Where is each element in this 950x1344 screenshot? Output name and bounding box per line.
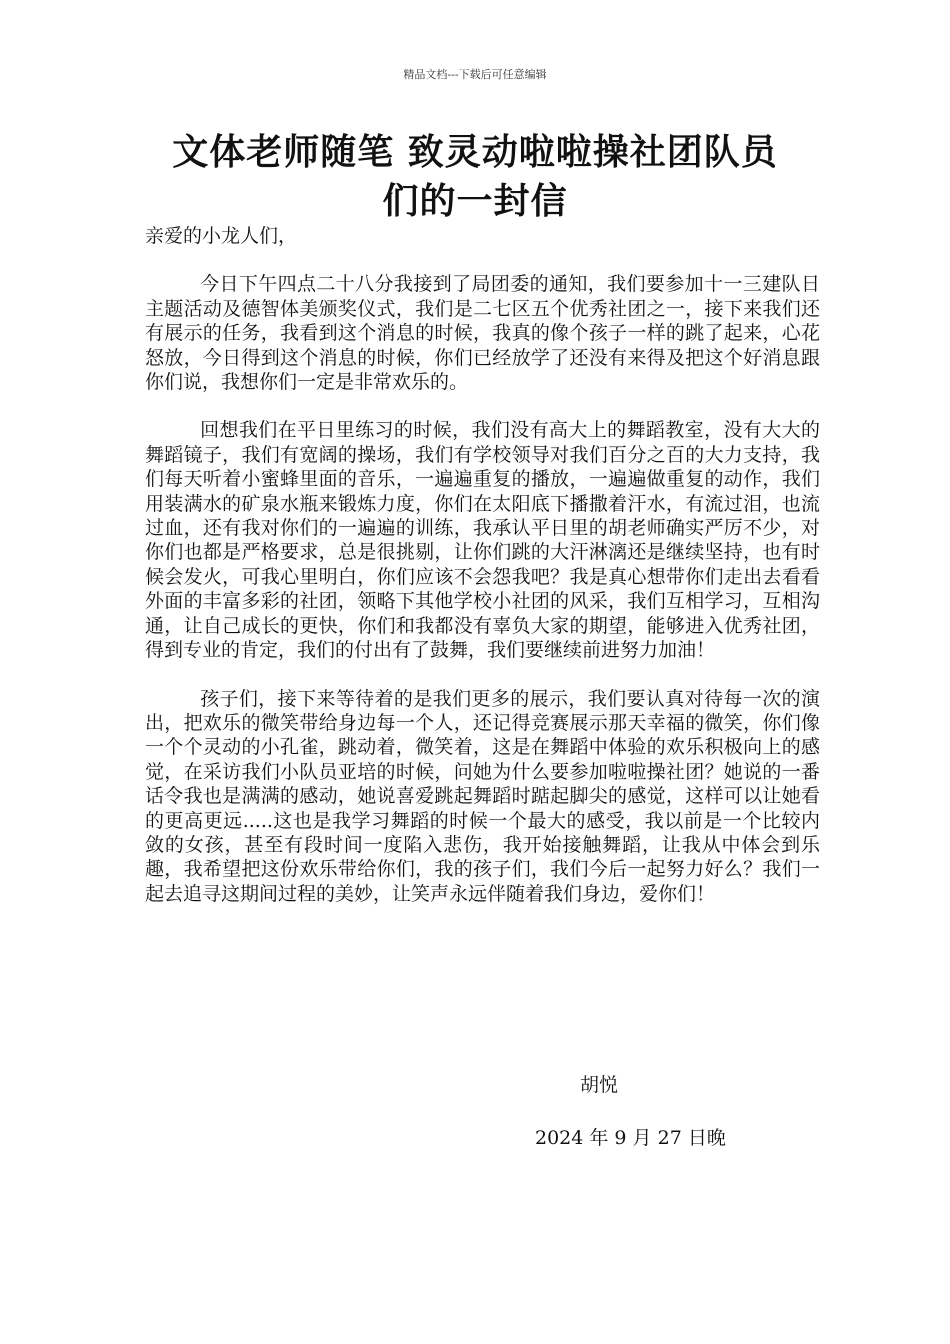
salutation: 亲爱的小龙人们， xyxy=(145,225,298,247)
paragraph: 今日下午四点二十八分我接到了局团委的通知，我们要参加十一三建队日主题活动及德智体美颁奖仪式，我们是二七区五个优秀社团之一，接下来我们还有展示的任务，我看到这个消息的时候，我真的像个孩子一样的跳了起来，心花怒放，今日得到这个消息的时候，你们已经放学了还没有来得及把这个好消息跟你们说，我想你们一定是非常欢乐的。 xyxy=(145,273,820,394)
signature: 胡悦 xyxy=(580,1074,619,1096)
title-line-2: 们的一封信 xyxy=(382,180,568,222)
letter-body xyxy=(145,224,820,930)
letter-date: 2024 年 9 月 27 日晚 xyxy=(535,1127,726,1149)
title-line-1: 文体老师随笔 致灵动啦啦操社团队员 xyxy=(172,131,778,173)
paragraph: 回想我们在平日里练习的时候，我们没有高大上的舞蹈教室，没有大大的舞蹈镜子，我们有宽阔的操场，我们有学校领导对我们百分之百的大力支持，我们每天听着小蜜蜂里面的音乐，一遍遍重复的播放，一遍遍做重复的动作，我们用装满水的矿泉水瓶来锻炼力度，你们在太阳底下播撒着汗水，有流过泪，也流过血，还有我对你们的一遍遍的训练，我承认平日里的胡老师确实严厉不少，对你们也都是严格要求，总是很挑剔，让你们跳的大汗淋漓还是继续坚持，也有时候会发火，可我心里明白，你们应该不会怨我吧？我是真心想带你们走出去看看外面的丰富多彩的社团，领略下其他学校小社团的风采，我们互相学习，互相沟通，让自己成长的更快，你们和我都没有辜负大家的期望，能够进入优秀社团，得到专业的肯定，我们的付出有了鼓舞，我们要继续前进努力加油！ xyxy=(145,419,820,662)
document-title xyxy=(120,128,830,226)
page-header-note: 精品文档---下载后可任意编辑 xyxy=(403,68,547,81)
paragraph: 孩子们，接下来等待着的是我们更多的展示，我们要认真对待每一次的演出，把欢乐的微笑带给身边每一个人，还记得竞赛展示那天幸福的微笑，你们像一个个灵动的小孔雀，跳动着，微笑着，这是在舞蹈中体验的欢乐积极向上的感觉，在采访我们小队员亚培的时候，问她为什么要参加啦啦操社团？她说的一番话令我也是满满的感动，她说喜爱跳起舞蹈时踮起脚尖的感觉，这样可以让她看的更高更远.....这也是我学习舞蹈的时候一个最大的感受，我以前是一个比较内敛的女孩，甚至有段时间一度陷入悲伤，我开始接触舞蹈，让我从中体会到乐趣，我希望把这份欢乐带给你们，我的孩子们，我们今后一起努力好么？我们一起去追寻这期间过程的美妙，让笑声永远伴随着我们身边，爱你们！ xyxy=(145,687,820,905)
